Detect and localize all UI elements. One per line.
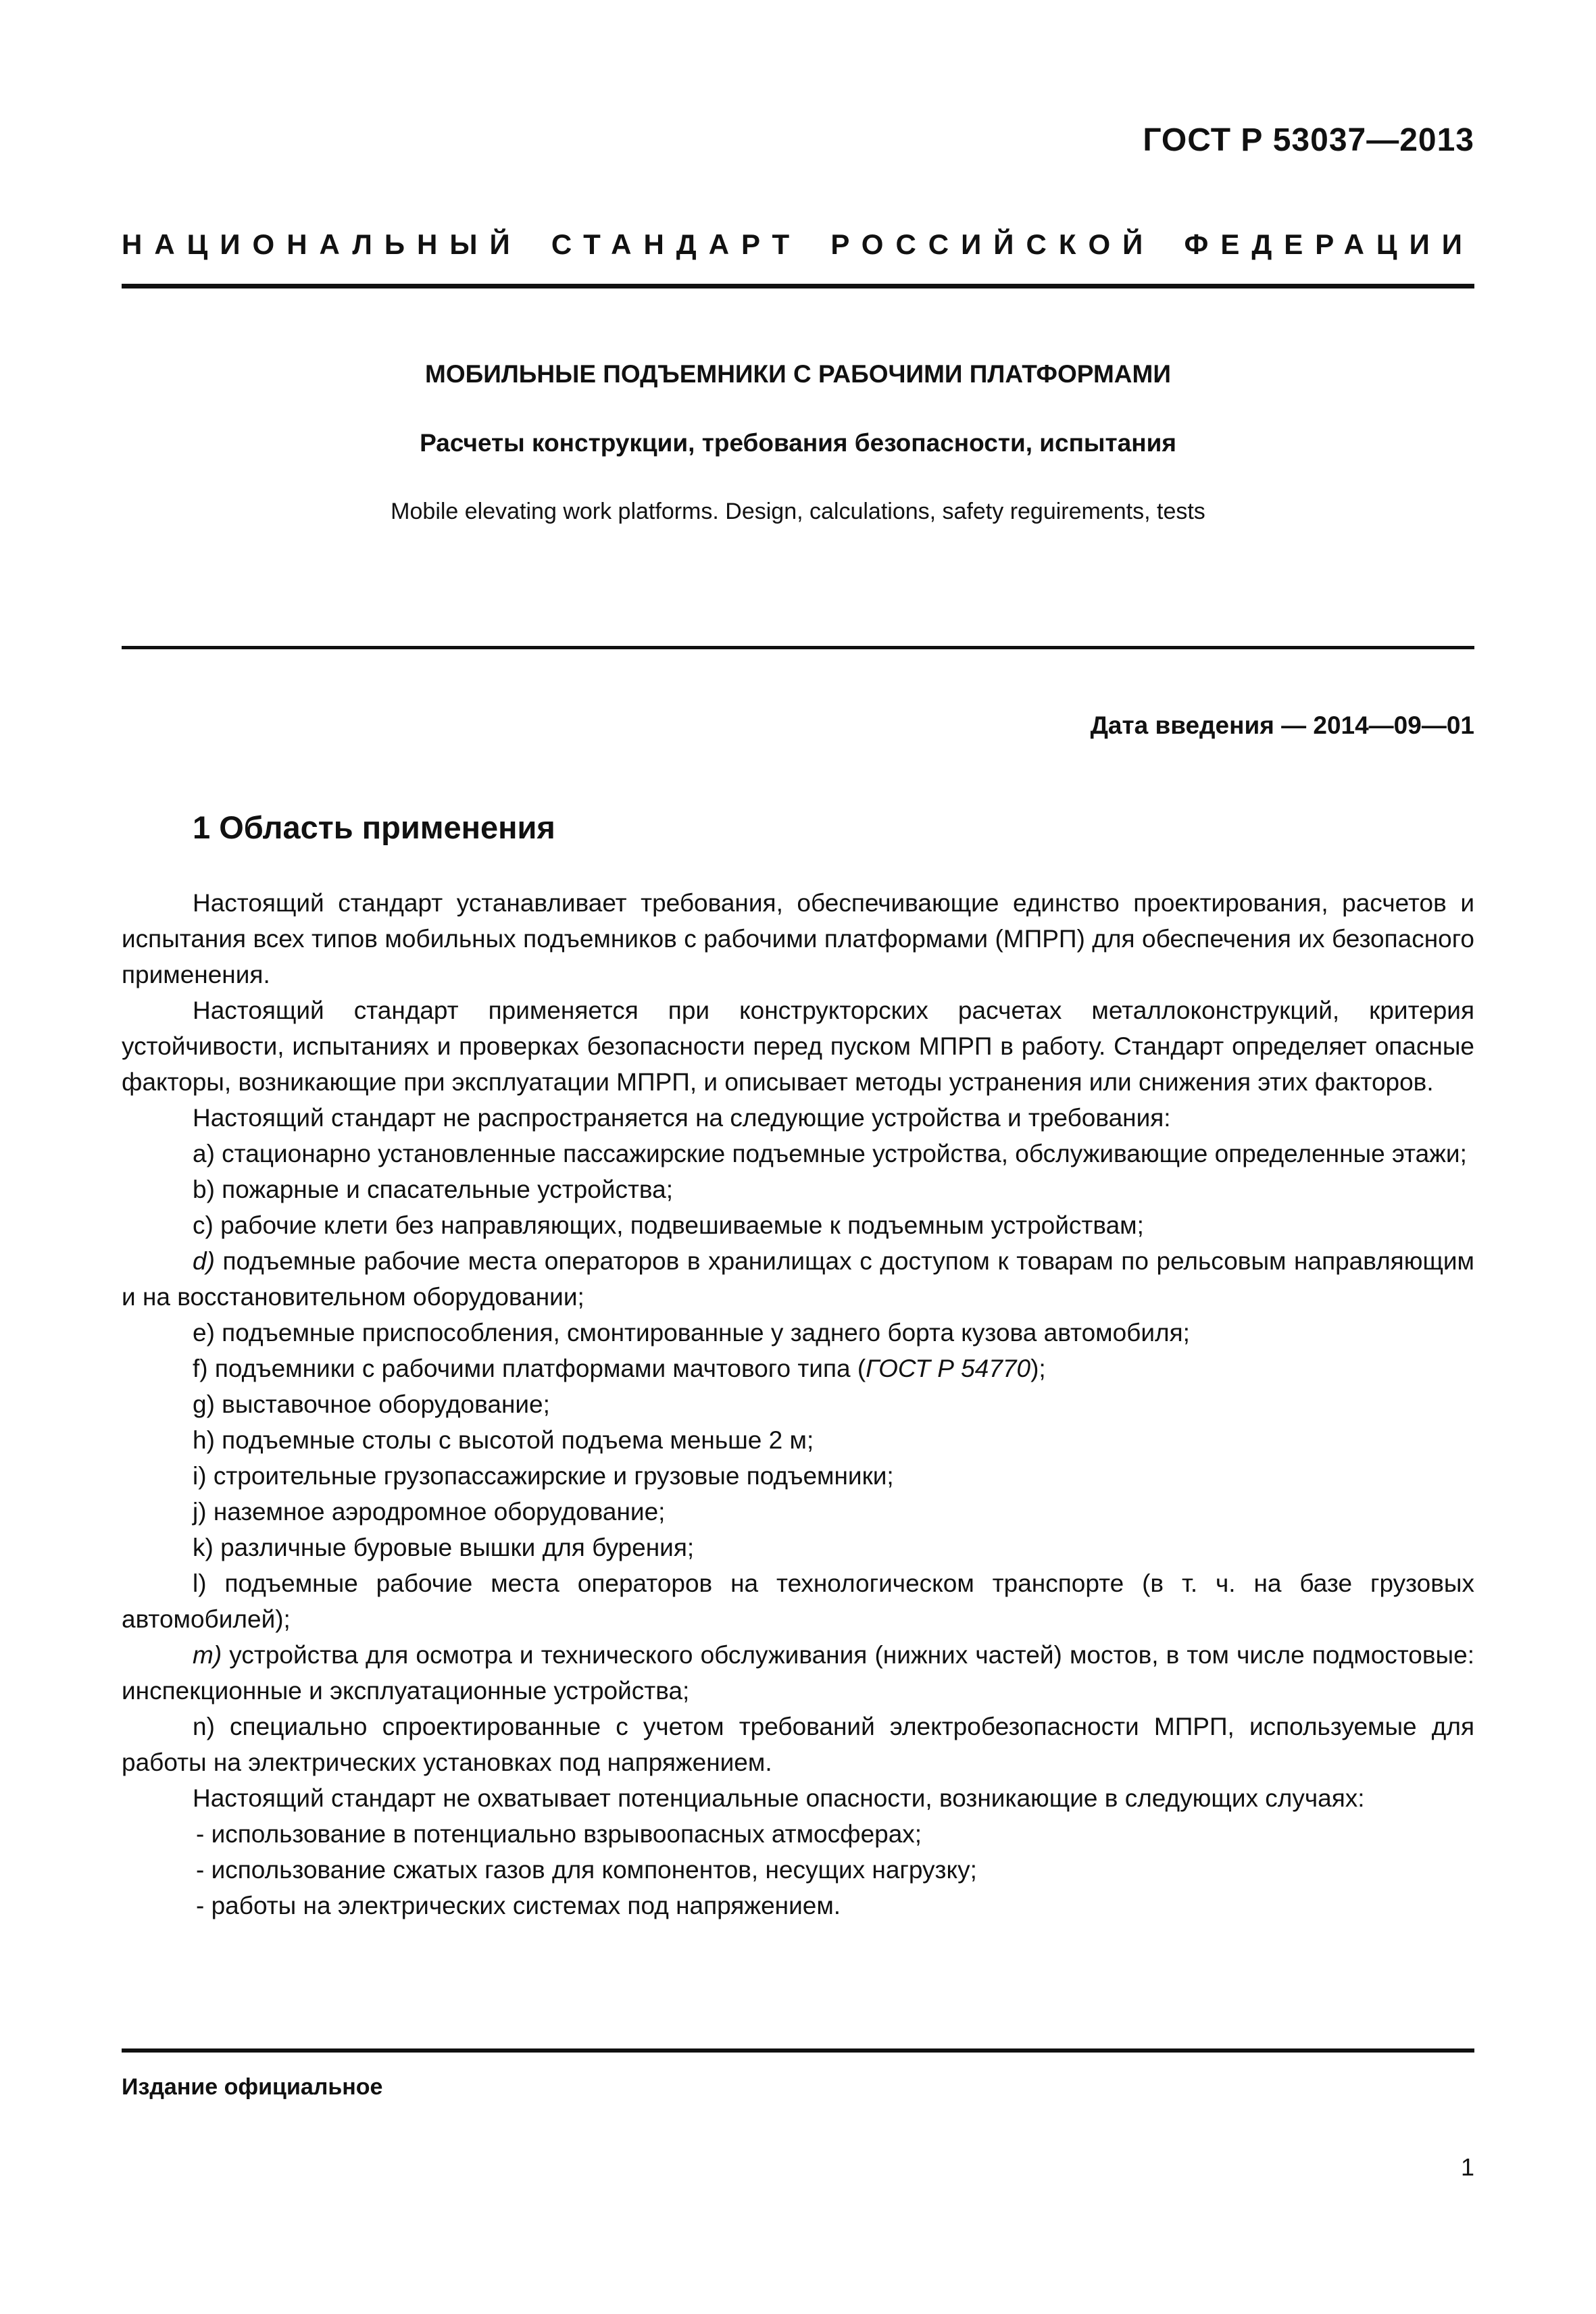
list-item-g: g) выставочное оборудование; [193,1390,550,1418]
list-item-e: e) подъемные приспособления, смонтированные у заднего борта кузова автомобиля; [193,1319,1190,1347]
list-item-n: n) специально спроектированные с учетом требований электробезопасности МПРП, используемые для работы на электрических установках под напряжением. [122,1713,1474,1776]
dash-item: - использование в потенциально взрывоопасных атмосферах; [196,1820,922,1848]
list-item-f-end: ); [1030,1355,1046,1382]
list-item-d [122,1243,1474,1315]
paragraph: Настоящий стандарт не охватывает потенциальные опасности, возникающие в следующих случаях: [193,1784,1365,1812]
list-item-m-letter: m) [193,1641,222,1669]
list-item-d-text: подъемные рабочие места операторов в хранилищах с доступом к товарам по рельсовым направляющим и на восстановительном оборудовании; [122,1247,1474,1311]
dash-item: - использование сжатых газов для компонентов, несущих нагрузку; [196,1856,977,1884]
list-item-i: i) строительные грузопассажирские и грузовые подъемники; [193,1462,894,1490]
document-subtitle: Расчеты конструкции, требования безопасности, испытания [420,429,1176,457]
introduction-date: Дата введения — 2014—09—01 [1090,711,1474,739]
header-rule [122,284,1474,288]
list-item-k: k) различные буровые вышки для бурения; [193,1534,695,1561]
title-rule [122,646,1474,649]
section-body [122,885,1474,1923]
official-edition-label: Издание официальное [122,2074,383,2100]
page-number: 1 [1460,2153,1474,2181]
paragraph: Настоящий стандарт применяется при конструкторских расчетах металлоконструкций, критерия устойчивости, испытаниях и проверках безопасности перед пуском МПРП в работу. Стандарт определяет опасные факторы, возникающие при эксплуатации МПРП, и описывает методы устранения или снижения этих факторов. [122,997,1474,1096]
dash-item: - работы на электрических системах под напряжением. [196,1892,841,1919]
standard-reference: ГОСТ Р 54770 [866,1355,1031,1382]
list-item-m-text: устройства для осмотра и технического обслуживания (нижних частей) мостов, в том числе подмостовые: инспекционные и эксплуатационные устройства; [122,1641,1474,1705]
footer-rule [122,2048,1474,2053]
gost-number: ГОСТ Р 53037—2013 [1143,122,1474,158]
list-item-c: c) рабочие клети без направляющих, подвешиваемые к подъемным устройствам; [193,1211,1144,1239]
document-title: МОБИЛЬНЫЕ ПОДЪЕМНИКИ С РАБОЧИМИ ПЛАТФОРМАМИ [425,360,1171,388]
list-item-h: h) подъемные столы с высотой подъема меньше 2 м; [193,1426,814,1454]
national-standard-header: НАЦИОНАЛЬНЫЙ СТАНДАРТ РОССИЙСКОЙ ФЕДЕРАЦИИ [122,228,1474,260]
list-item-m [122,1637,1474,1709]
list-item-j: j) наземное аэродромное оборудование; [193,1498,666,1526]
list-item-f-text: f) подъемники с рабочими платформами мачтового типа ( [193,1355,866,1382]
paragraph: Настоящий стандарт не распространяется на следующие устройства и требования: [193,1104,1171,1132]
list-item-f [122,1351,1474,1386]
list-item-d-letter: d) [193,1247,215,1275]
paragraph: Настоящий стандарт устанавливает требования, обеспечивающие единство проектирования, расчетов и испытания всех типов мобильных подъемников с рабочими платформами (МПРП) для обеспечения их безопасного применения. [122,889,1474,988]
list-item-l: l) подъемные рабочие места операторов на технологическом транспорте (в т. ч. на базе грузовых автомобилей); [122,1569,1474,1633]
list-item-a: а) стационарно установленные пассажирские подъемные устройства, обслуживающие определенные этажи; [193,1140,1467,1167]
english-title: Mobile elevating work platforms. Design, calculations, safety reguirements, tests [391,499,1205,524]
section-heading: 1 Область применения [193,809,555,845]
list-item-b: b) пожарные и спасательные устройства; [193,1176,674,1203]
